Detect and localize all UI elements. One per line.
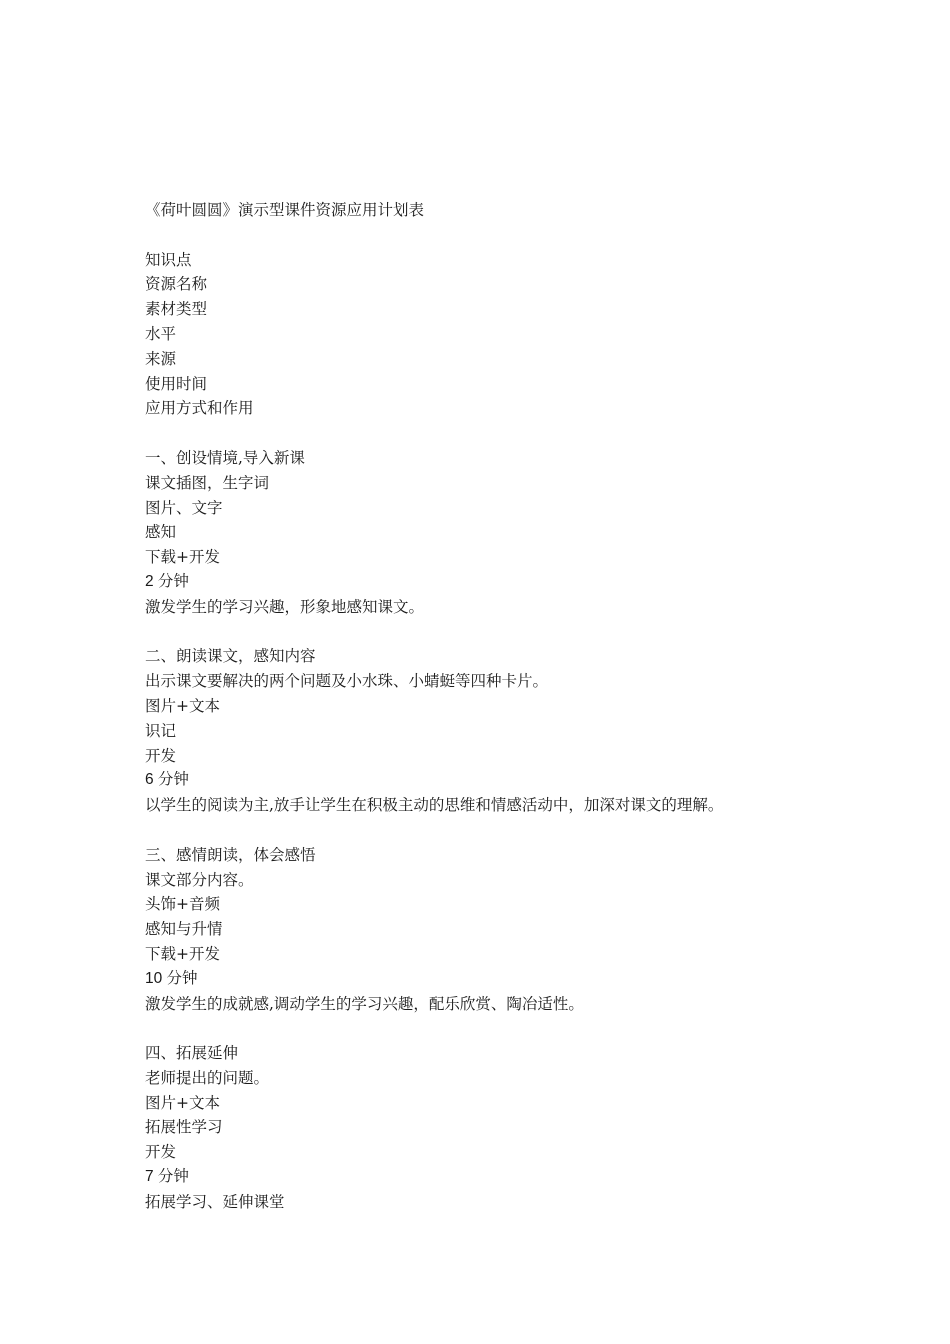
- section-usage: 激发学生的学习兴趣，形象地感知课文。: [145, 597, 425, 616]
- section-time: 10 分钟: [145, 969, 198, 987]
- section-material-type: 图片+文本: [145, 1093, 220, 1112]
- section-source: 开发: [145, 1143, 177, 1162]
- section-2: [145, 644, 905, 818]
- section-usage: 激发学生的成就感,调动学生的学习兴趣，配乐欣赏、陶冶适性。: [145, 994, 584, 1013]
- section-resource-name: 老师提出的问题。: [145, 1068, 270, 1087]
- section-3: [145, 843, 905, 1017]
- section-usage: 拓展学习、延伸课堂: [145, 1192, 285, 1211]
- section-knowledge-point: 一、创设情境,导入新课: [145, 448, 305, 467]
- header-resource-name: 资源名称: [145, 275, 208, 294]
- section-time: 7 分钟: [145, 1168, 189, 1186]
- section-resource-name: 课文插图，生字词: [145, 473, 270, 492]
- section-knowledge-point: 二、朗读课文，感知内容: [145, 647, 316, 666]
- section-source: 开发: [145, 746, 177, 765]
- header-level: 水平: [145, 324, 177, 343]
- section-time: 6 分钟: [145, 771, 189, 789]
- spacer: [145, 620, 905, 645]
- section-resource-name: 出示课文要解决的两个问题及小水珠、小蜻蜓等四种卡片。: [145, 672, 549, 691]
- header-usage: 应用方式和作用: [145, 399, 254, 418]
- header-source: 来源: [145, 349, 177, 368]
- section-level: 识记: [145, 721, 177, 740]
- section-material-type: 图片、文字: [145, 498, 223, 517]
- spacer: [145, 1016, 905, 1041]
- header-list: [145, 248, 905, 422]
- header-material-type: 素材类型: [145, 300, 208, 319]
- section-4: [145, 1041, 905, 1215]
- section-material-type: 头饰+音频: [145, 895, 220, 914]
- section-resource-name: 课文部分内容。: [145, 870, 254, 889]
- section-1: [145, 446, 905, 620]
- section-usage: 以学生的阅读为主,放手让学生在积极主动的思维和情感活动中，加深对课文的理解。: [145, 796, 724, 815]
- spacer: [145, 421, 905, 446]
- section-knowledge-point: 三、感情朗读，体会感悟: [145, 845, 316, 864]
- section-time: 2 分钟: [145, 572, 189, 590]
- section-level: 拓展性学习: [145, 1118, 223, 1137]
- header-knowledge-point: 知识点: [145, 250, 192, 269]
- spacer: [145, 818, 905, 843]
- document-title: 《荷叶圆圆》演示型课件资源应用计划表: [145, 201, 425, 219]
- spacer: [145, 223, 905, 248]
- section-level: 感知: [145, 523, 177, 542]
- header-time: 使用时间: [145, 374, 208, 393]
- section-level: 感知与升情: [145, 920, 223, 939]
- document-page: [145, 198, 905, 1215]
- section-material-type: 图片+文本: [145, 696, 220, 715]
- section-knowledge-point: 四、拓展延伸: [145, 1044, 239, 1063]
- section-source: 下载+开发: [145, 548, 220, 567]
- section-source: 下载+开发: [145, 944, 220, 963]
